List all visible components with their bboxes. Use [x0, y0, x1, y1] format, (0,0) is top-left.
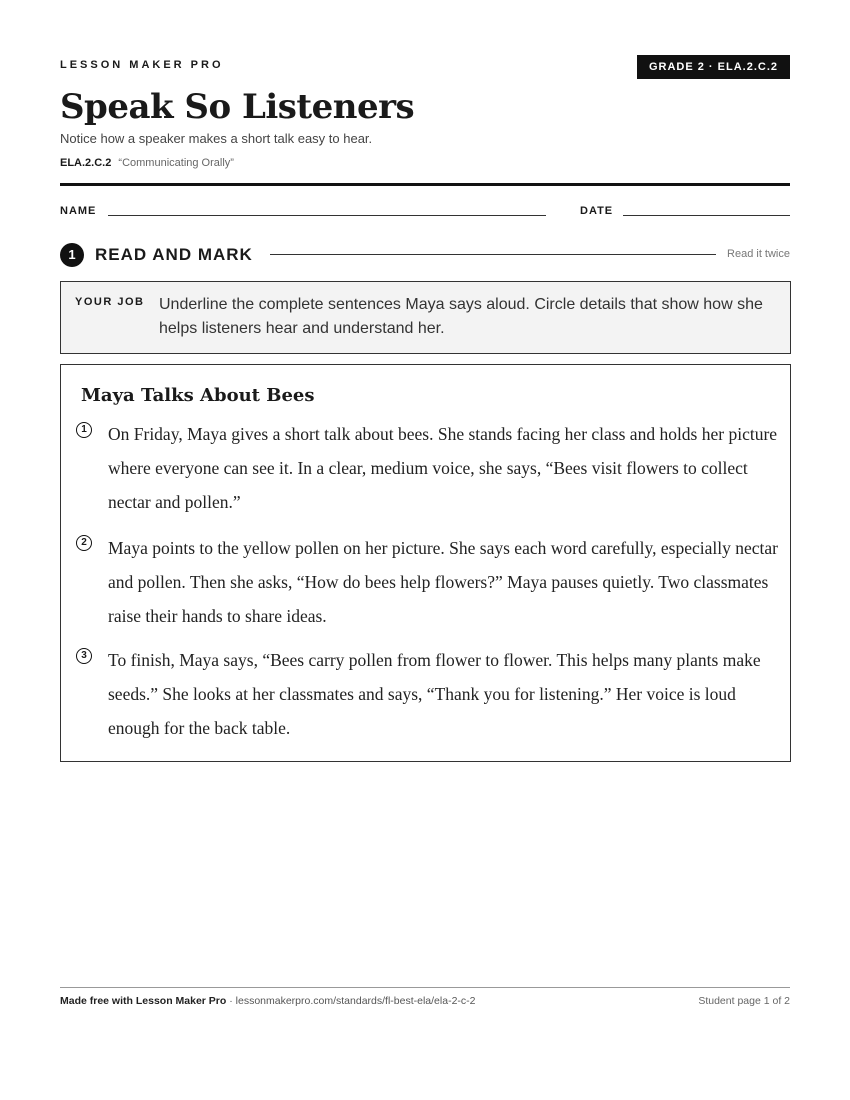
standard-line	[60, 157, 234, 169]
passage-paragraph: To finish, Maya says, “Bees carry pollen from flower to flower. This helps many plants make seeds.” She looks at her classmates and says, “Thank you for listening.” Her voice is loud enough for the back table.	[108, 650, 761, 738]
page-title: Speak So Listeners	[60, 87, 415, 127]
paragraph-number: 3	[76, 648, 92, 664]
section-number-badge: 1	[60, 243, 84, 267]
instructions-label: YOUR JOB	[75, 296, 145, 308]
footer-divider	[60, 987, 790, 988]
header-divider	[60, 183, 790, 186]
section-divider	[270, 254, 716, 255]
paragraph-number: 1	[76, 422, 92, 438]
date-label: DATE	[580, 205, 614, 217]
date-field[interactable]	[623, 215, 790, 216]
standard-code: ELA.2.C.2	[60, 157, 112, 169]
footer-page-number: Student page 1 of 2	[698, 995, 790, 1007]
paragraph-number: 2	[76, 535, 92, 551]
name-field[interactable]	[108, 215, 546, 216]
instructions-box	[60, 281, 791, 354]
reading-passage	[60, 364, 791, 762]
passage-paragraph: Maya points to the yellow pollen on her picture. She says each word carefully, especially nectar and pollen. Then she asks, “How do bees help flowers?” Maya pauses quietly. Two classmates raise their hands to share ideas.	[108, 538, 778, 626]
section-title: READ AND MARK	[95, 245, 253, 264]
name-label: NAME	[60, 205, 97, 217]
footer-made-with: Made free with Lesson Maker Pro	[60, 995, 227, 1007]
grade-badge: GRADE 2 · ELA.2.C.2	[637, 55, 790, 79]
passage-title: Maya Talks About Bees	[81, 385, 315, 406]
page-subtitle: Notice how a speaker makes a short talk easy to hear.	[60, 131, 373, 146]
brand-name: LESSON MAKER PRO	[60, 59, 224, 71]
standard-name: “Communicating Orally”	[118, 157, 234, 169]
instructions-text: Underline the complete sentences Maya says aloud. Circle details that show how she helps listeners hear and understand her.	[159, 296, 763, 337]
section-hint: Read it twice	[727, 248, 790, 260]
footer-url[interactable]: · lessonmakerpro.com/standards/fl-best-ela/ela-2-c-2	[226, 995, 476, 1007]
footer-credit	[60, 995, 476, 1007]
passage-paragraph: On Friday, Maya gives a short talk about bees. She stands facing her class and holds her picture where everyone can see it. In a clear, medium voice, she says, “Bees visit flowers to collect nectar and pollen.”	[108, 424, 778, 512]
